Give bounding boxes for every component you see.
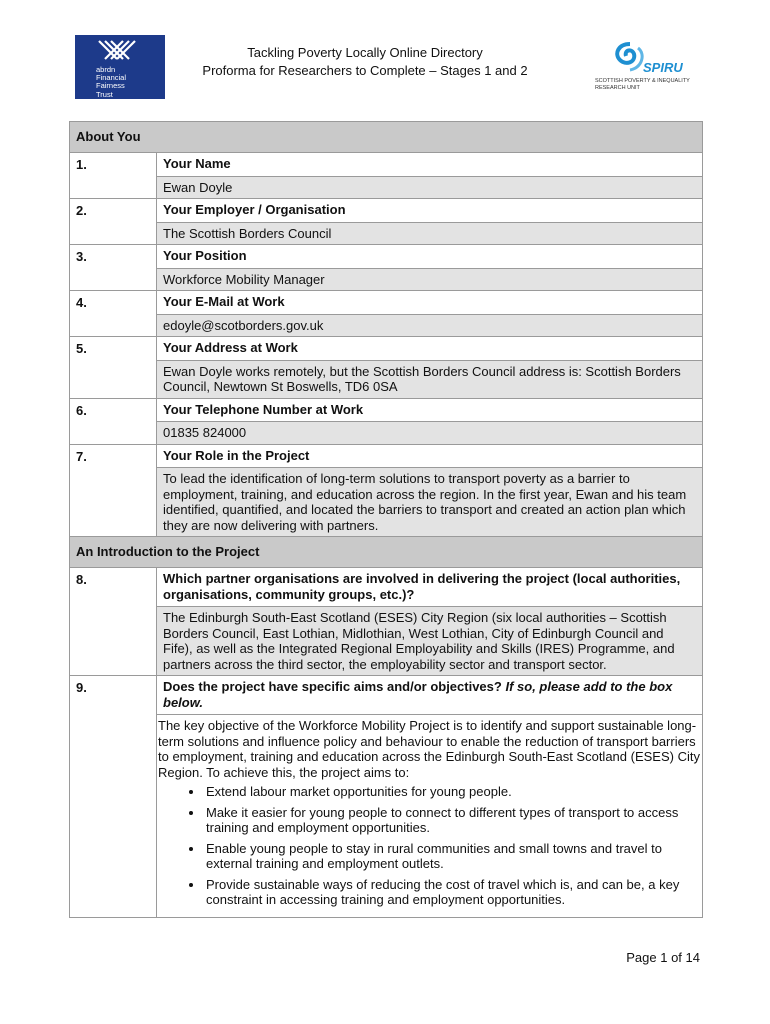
- answer-field[interactable]: edoyle@scotborders.gov.uk: [157, 314, 703, 337]
- proforma-table: [69, 121, 703, 918]
- answer-field[interactable]: The Scottish Borders Council: [157, 222, 703, 245]
- question-number: 4.: [70, 291, 157, 337]
- question-row: [70, 568, 703, 607]
- question-row: [70, 153, 703, 177]
- answer-field[interactable]: 01835 824000: [157, 422, 703, 445]
- trust-logo-text: abrdn Financial Fairness Trust: [96, 65, 127, 99]
- question-row: [70, 444, 703, 468]
- question-label: Which partner organisations are involved in delivering the project (local authorities, organisations, community groups, etc.)?: [157, 568, 703, 607]
- answer-field[interactable]: Workforce Mobility Manager: [157, 268, 703, 291]
- question-label: Your Role in the Project: [157, 444, 703, 468]
- question-row: [70, 676, 703, 715]
- question-row: [70, 337, 703, 361]
- section-introduction: An Introduction to the Project: [70, 537, 703, 568]
- question-label: Your Name: [157, 153, 703, 177]
- question-label-instruction: If so, please add to the box below.: [163, 679, 673, 710]
- question-label: Your Employer / Organisation: [157, 199, 703, 223]
- spiru-logo: [593, 38, 693, 98]
- question-label: [157, 676, 703, 715]
- question-number: 6.: [70, 398, 157, 444]
- spiru-name: SPIRU: [643, 60, 683, 75]
- header-title: Tackling Poverty Locally Online Directory: [247, 45, 483, 60]
- question-number: 2.: [70, 199, 157, 245]
- abrdn-financial-fairness-trust-logo: [75, 35, 165, 99]
- answer-intro-text: The key objective of the Workforce Mobility Project is to identify and support sustainable long-term solutions and influence policy and behaviour to enable the reduction of transport barriers to employment, training and education across the Edinburgh South-East Scotland (ESES) City Region. To achieve this, the project aims to:: [158, 718, 700, 780]
- answer-field[interactable]: To lead the identification of long-term solutions to transport poverty as a barrier to employment, training, and education across the region. In the first year, Ewan and his team identified, quantified, and located the barriers to transport and created an action plan which they are now delivering with partners.: [157, 468, 703, 537]
- list-item: • Provide sustainable ways of reducing the cost of travel which is, and can be, a key constraint in accessing training and employment opportunities.: [204, 877, 700, 908]
- list-item: • Make it easier for young people to connect to different types of transport to access training and employment opportunities.: [204, 805, 700, 836]
- answer-field[interactable]: The Edinburgh South-East Scotland (ESES) City Region (six local authorities – Scottish Borders Council, East Lothian, Midlothian, West Lothian, City of Edinburgh Council and Fife), as well as the Integrated Regional Employability and Skills (IRES) Programme, and partners across the third sector, the employability sector and transport sector.: [157, 607, 703, 676]
- answer-field[interactable]: Ewan Doyle: [157, 176, 703, 199]
- question-number: 8.: [70, 568, 157, 676]
- section-about-you: About You: [70, 122, 703, 153]
- question-label: Your Address at Work: [157, 337, 703, 361]
- list-item: • Enable young people to stay in rural communities and small towns and travel to external training and employment outlets.: [204, 841, 700, 872]
- spiru-subtitle: SCOTTISH POVERTY & INEQUALITY RESEARCH UNIT: [595, 78, 690, 91]
- list-item: • Extend labour market opportunities for young people.: [204, 784, 700, 800]
- question-row: [70, 398, 703, 422]
- question-label-main: Does the project have specific aims and/or objectives?: [163, 679, 502, 694]
- question-label: Your Position: [157, 245, 703, 269]
- question-row: [70, 245, 703, 269]
- question-number: 1.: [70, 153, 157, 199]
- question-number: 3.: [70, 245, 157, 291]
- answer-field[interactable]: Ewan Doyle works remotely, but the Scottish Borders Council address is: Scottish Borders Council, Newtown St Boswells, TD6 0SA: [157, 360, 703, 398]
- question-label: Your Telephone Number at Work: [157, 398, 703, 422]
- question-label: Your E-Mail at Work: [157, 291, 703, 315]
- question-number: 9.: [70, 676, 157, 918]
- header-subtitle: Proforma for Researchers to Complete – Stages 1 and 2: [202, 63, 528, 78]
- answer-field[interactable]: [157, 715, 703, 918]
- question-row: [70, 291, 703, 315]
- objectives-list: [158, 784, 700, 908]
- question-row: [70, 199, 703, 223]
- question-number: 7.: [70, 444, 157, 537]
- document-header: [185, 44, 545, 80]
- question-number: 5.: [70, 337, 157, 399]
- page-number: Page 1 of 14: [626, 950, 700, 965]
